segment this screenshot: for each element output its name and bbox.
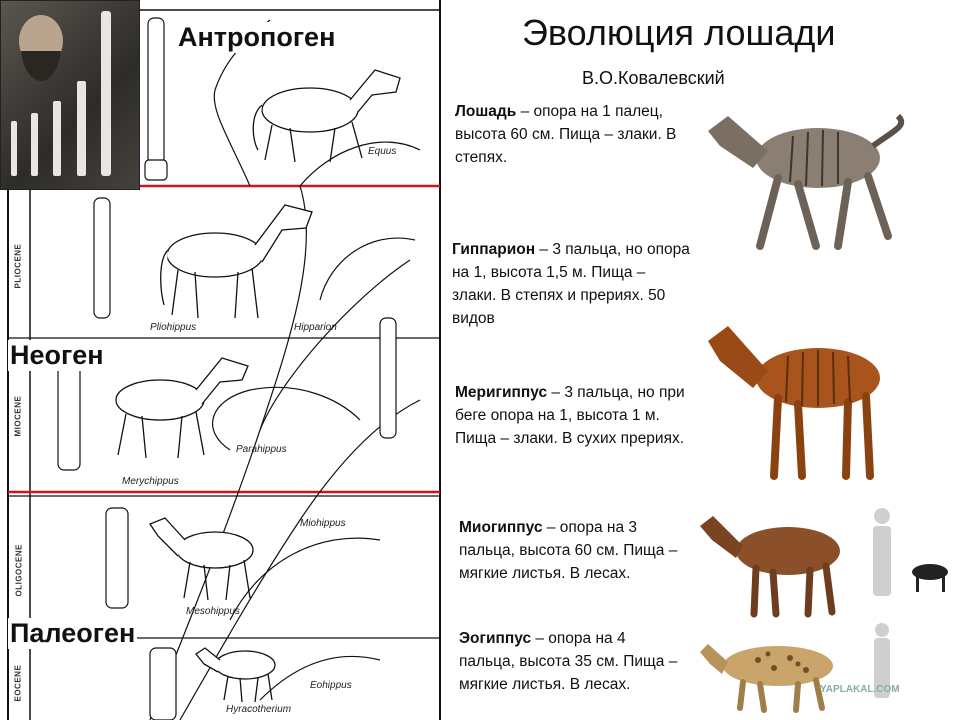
mesohippus-drawing [150, 518, 253, 600]
desc-text: – 3 пальца, но опора на 1, высота 1,5 м. Пища – злаки. В степях и прериях. 50 видов [452, 241, 690, 327]
description-horse [455, 100, 695, 169]
merychippus-drawing [116, 358, 248, 458]
species-merychippus: Merychippus [122, 476, 179, 487]
pliohippus-drawing [161, 205, 312, 318]
page-title: Эволюция лошади [522, 12, 836, 53]
species-eohippus: Eohippus [310, 680, 352, 691]
species-hipparion: Hipparion [294, 322, 337, 333]
horse-illustrations [698, 96, 958, 716]
eohippus-drawing [196, 648, 275, 702]
species-equus: Equus [368, 146, 397, 157]
desc-text: – 3 пальца, но при беге опора на 1, высота 1 м. Пища – злаки. В сухих прериях. [455, 384, 685, 447]
eohippus-leg-bone [150, 648, 176, 720]
epoch-pliocene: PLIOCENE [13, 243, 23, 289]
desc-name: Лошадь [455, 103, 517, 120]
description-miohippus [459, 516, 681, 585]
desc-name: Эогиппус [459, 630, 532, 647]
desc-text: – опора на 4 пальца, высота 35 см. Пища – мягкие листья. В лесах. [459, 630, 678, 693]
watermark: YAPLAKAL.COM [820, 684, 900, 695]
evolution-diagram [0, 0, 445, 720]
modern-horse-illustration [708, 116, 901, 246]
small-horse-silhouette [912, 564, 948, 592]
kovalevsky-photo [0, 0, 140, 190]
era-neogen: Неоген [10, 340, 104, 370]
species-hyracotherium: Hyracotherium [226, 704, 292, 715]
desc-name: Меригиппус [455, 384, 548, 401]
page-subtitle: В.О.Ковалевский [582, 68, 725, 88]
description-merychippus [455, 381, 695, 450]
eohippus-illustration [700, 623, 890, 710]
desc-name: Гиппарион [452, 241, 536, 258]
hipparion-illustration [708, 326, 880, 476]
mesohippus-leg-bone [106, 508, 128, 608]
species-parahippus: Parahippus [236, 444, 287, 455]
description-eohippus [459, 627, 681, 696]
miohippus-illustration [700, 508, 948, 614]
desc-text: – опора на 3 пальца, высота 60 см. Пища – мягкие листья. В лесах. [459, 519, 678, 582]
equus-leg-bone [148, 18, 164, 168]
description-hipparion [452, 238, 692, 330]
species-miohippus: Miohippus [300, 518, 346, 529]
desc-text: – опора на 1 палец, высота 60 см. Пища – злаки. В степях. [455, 103, 677, 166]
epoch-eocene: EOCENE [13, 664, 23, 702]
species-mesohippus: Mesohippus [186, 606, 240, 617]
species-pliohippus: Pliohippus [150, 322, 197, 333]
human-silhouette-scale [873, 508, 891, 596]
era-paleogen: Палеоген [10, 618, 136, 648]
era-anthropogen: Антропоген [178, 22, 336, 52]
pliohippus-leg-bone [94, 198, 110, 318]
hipparion-leg-bone [380, 318, 396, 438]
epoch-oligocene: OLIGOCENE [14, 543, 24, 597]
desc-name: Миогиппус [459, 519, 543, 536]
epoch-miocene: MIOCENE [13, 395, 23, 437]
